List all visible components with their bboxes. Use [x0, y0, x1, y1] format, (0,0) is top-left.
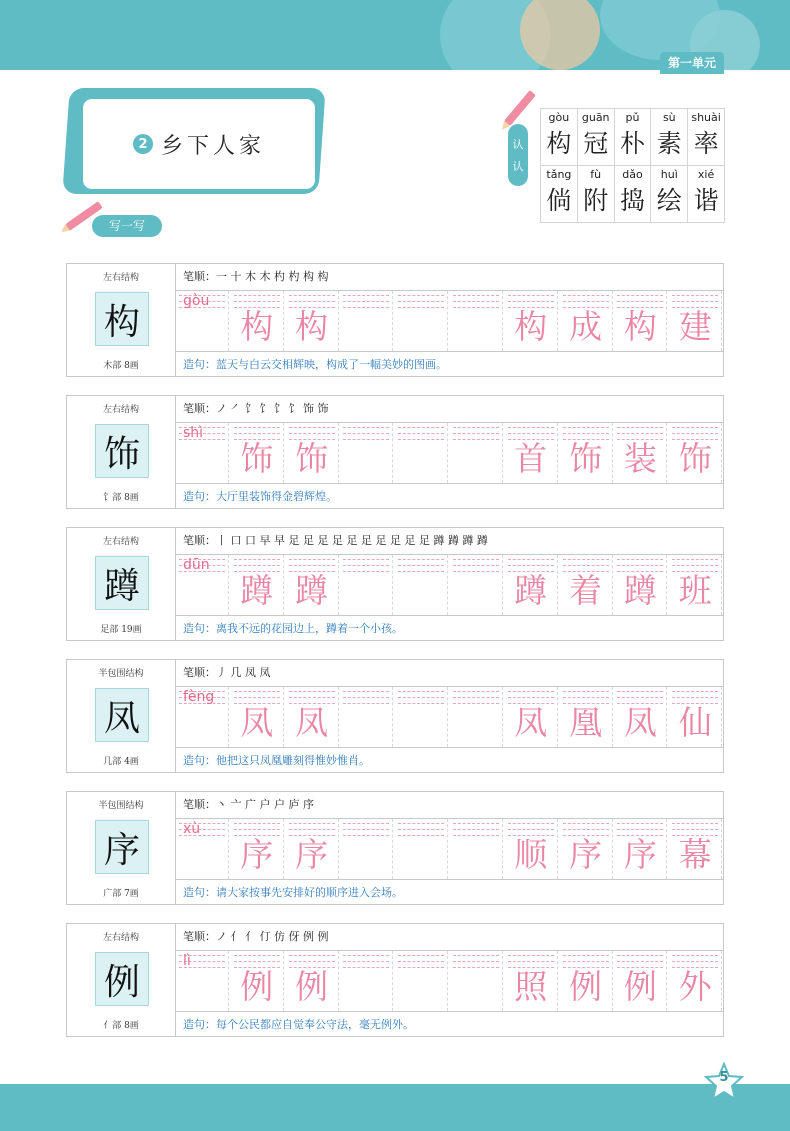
page-number: 5 — [719, 1070, 729, 1085]
trace-character: 仙 — [678, 703, 712, 742]
stroke-order: 笔顺：丨 口 口 早 早 足 足 足 足 足 足 足 足 足 足 蹲 蹲 蹲 蹲 — [183, 534, 488, 547]
writing-cell[interactable] — [449, 423, 503, 483]
example-sentence: 造句：请大家按事先安排好的顺序进入会场。 — [183, 886, 403, 899]
model-character: 序 — [95, 820, 149, 874]
pinyin-guide-lines — [394, 423, 448, 443]
structure-label: 左右结构 — [102, 933, 139, 943]
stroke-order: 笔顺：丿 几 凤 凤 — [183, 666, 271, 679]
recognize-pinyin: pǔ — [625, 111, 640, 124]
writing-grid — [175, 290, 723, 352]
recognize-char: 谐 — [693, 186, 719, 215]
recognize-char-cell — [650, 108, 688, 166]
practice-row — [66, 263, 724, 377]
writing-cell[interactable] — [339, 951, 393, 1011]
model-character: 蹲 — [95, 556, 149, 610]
stroke-order: 笔顺：ノ 亻 亻 仃 仿 伢 例 例 — [183, 930, 329, 943]
recognize-pinyin: tǎng — [546, 168, 572, 181]
pinyin-guide-lines — [339, 555, 393, 575]
writing-cell[interactable] — [394, 555, 448, 615]
structure-label: 半包围结构 — [98, 801, 144, 811]
pinyin-guide-lines — [449, 687, 503, 707]
writing-cell[interactable] — [394, 687, 448, 747]
trace-character: 成 — [569, 307, 603, 346]
char-info-cell — [67, 792, 176, 904]
radical-strokes-label: 木部 8画 — [103, 361, 139, 371]
trace-character: 例 — [623, 967, 657, 1006]
char-info-cell — [67, 924, 176, 1036]
structure-label: 半包围结构 — [98, 669, 144, 679]
writing-grid — [175, 554, 723, 616]
example-sentence: 造句：每个公民都应自觉奉公守法，毫无例外。 — [183, 1018, 414, 1031]
char-info-cell — [67, 264, 176, 376]
model-character: 例 — [95, 952, 149, 1006]
recognize-char-cell — [614, 165, 652, 223]
stroke-order: 笔顺：ノ ㇒ 饣 饣 饣 饣 饰 饰 — [183, 402, 329, 415]
recognize-pinyin: huì — [660, 168, 678, 181]
writing-cell[interactable] — [339, 819, 393, 879]
trace-character: 构 — [623, 307, 657, 346]
recognize-char: 绘 — [656, 186, 682, 215]
pinyin-guide-lines — [449, 423, 503, 443]
recognize-pinyin: fù — [590, 168, 602, 181]
trace-character: 蹲 — [295, 571, 329, 610]
recognize-char: 捣 — [619, 186, 645, 215]
trace-character: 蹲 — [240, 571, 274, 610]
pinyin-text: fèng — [183, 689, 215, 705]
recognize-label-char: 认 — [512, 138, 524, 151]
pinyin-guide-lines — [339, 951, 393, 971]
structure-label: 左右结构 — [102, 273, 139, 283]
trace-character: 序 — [569, 835, 603, 874]
recognize-pinyin: gòu — [548, 111, 570, 124]
trace-character: 幕 — [678, 835, 712, 874]
recognize-char-cell — [614, 108, 652, 166]
trace-character: 构 — [240, 307, 274, 346]
pinyin-guide-lines — [449, 555, 503, 575]
writing-cell[interactable] — [339, 423, 393, 483]
trace-character: 例 — [569, 967, 603, 1006]
recognize-char: 冠 — [583, 129, 609, 158]
pinyin-text: lì — [183, 953, 191, 969]
practice-row — [66, 395, 724, 509]
trace-character: 凤 — [623, 703, 657, 742]
trace-character: 饰 — [569, 439, 603, 478]
pinyin-guide-lines — [394, 819, 448, 839]
pinyin-guide-lines — [339, 819, 393, 839]
unit-tag: 第一单元 — [660, 52, 724, 74]
recognize-char-cell — [540, 165, 578, 223]
stroke-order: 笔顺：丶 亠 广 户 户 庐 序 — [183, 798, 314, 811]
pencil-icon — [504, 90, 536, 126]
trace-character: 外 — [678, 967, 712, 1006]
trace-character: 首 — [514, 439, 548, 478]
pinyin-text: xù — [183, 821, 201, 837]
practice-row — [66, 659, 724, 773]
practice-row — [66, 923, 724, 1037]
writing-cell[interactable] — [449, 687, 503, 747]
writing-grid — [175, 950, 723, 1012]
recognize-char-cell — [650, 165, 688, 223]
trace-character: 凤 — [240, 703, 274, 742]
trace-character: 凤 — [295, 703, 329, 742]
radical-strokes-label: 广部 7画 — [103, 889, 139, 899]
recognize-char-cell — [577, 165, 615, 223]
writing-cell[interactable] — [394, 423, 448, 483]
lesson-title: 乡下人家 — [160, 133, 265, 159]
char-info-cell — [67, 528, 176, 640]
pinyin-text: shì — [183, 425, 204, 441]
structure-label: 左右结构 — [102, 537, 139, 547]
trace-character: 饰 — [678, 439, 712, 478]
writing-grid — [175, 686, 723, 748]
writing-cell[interactable] — [394, 291, 448, 351]
trace-character: 饰 — [240, 439, 274, 478]
recognize-char: 构 — [546, 129, 572, 158]
trace-character: 凰 — [569, 703, 603, 742]
trace-character: 蹲 — [623, 571, 657, 610]
pinyin-text: gòu — [183, 293, 210, 309]
writing-cell[interactable] — [449, 951, 503, 1011]
trace-character: 蹲 — [514, 571, 548, 610]
char-info-cell — [67, 660, 176, 772]
lesson-number: 2 — [133, 134, 153, 154]
radical-strokes-label: 几部 4画 — [103, 757, 139, 767]
recognize-char: 素 — [656, 129, 682, 158]
stroke-order: 笔顺：一 十 木 木 杓 杓 构 构 — [183, 270, 329, 283]
example-sentence: 造句：他把这只凤凰雕刻得惟妙惟肖。 — [183, 754, 370, 767]
pinyin-text: dūn — [183, 557, 210, 573]
radical-strokes-label: 足部 19画 — [100, 625, 142, 635]
char-info-cell — [67, 396, 176, 508]
writing-cell[interactable] — [449, 819, 503, 879]
writing-cell[interactable] — [394, 819, 448, 879]
recognize-section-label — [508, 124, 528, 186]
recognize-label-char: 认 — [512, 160, 524, 173]
structure-label: 左右结构 — [102, 405, 139, 415]
lesson-title-card — [80, 96, 318, 192]
writing-cell[interactable] — [339, 291, 393, 351]
model-character: 构 — [95, 292, 149, 346]
trace-character: 序 — [240, 835, 274, 874]
practice-row — [66, 791, 724, 905]
pinyin-guide-lines — [394, 951, 448, 971]
model-character: 饰 — [95, 424, 149, 478]
trace-character: 序 — [623, 835, 657, 874]
recognize-char-grid — [540, 108, 724, 222]
recognize-pinyin: guān — [581, 111, 610, 124]
model-character: 凤 — [95, 688, 149, 742]
recognize-pinyin: sù — [662, 111, 676, 124]
pinyin-guide-lines — [339, 423, 393, 443]
recognize-char: 倘 — [546, 186, 572, 215]
trace-character: 序 — [295, 835, 329, 874]
recognize-char-cell — [577, 108, 615, 166]
write-section-label: 写一写 — [92, 215, 162, 237]
recognize-char-cell — [687, 108, 725, 166]
pinyin-guide-lines — [394, 555, 448, 575]
recognize-char-cell — [687, 165, 725, 223]
pinyin-guide-lines — [394, 291, 448, 311]
trace-character: 着 — [569, 571, 603, 610]
recognize-pinyin: dǎo — [622, 168, 643, 181]
trace-character: 凤 — [514, 703, 548, 742]
writing-cell[interactable] — [449, 291, 503, 351]
pinyin-guide-lines — [339, 291, 393, 311]
bottom-banner — [0, 1084, 790, 1131]
writing-cell[interactable] — [339, 555, 393, 615]
recognize-char-cell — [540, 108, 578, 166]
recognize-char: 朴 — [619, 129, 645, 158]
writing-grid — [175, 422, 723, 484]
trace-character: 顺 — [514, 835, 548, 874]
radical-strokes-label: 饣部 8画 — [103, 493, 139, 503]
trace-character: 例 — [240, 967, 274, 1006]
trace-character: 构 — [514, 307, 548, 346]
pinyin-guide-lines — [449, 951, 503, 971]
trace-character: 装 — [623, 439, 657, 478]
example-sentence: 造句：离我不远的花园边上，蹲着一个小孩。 — [183, 622, 403, 635]
practice-row — [66, 527, 724, 641]
radical-strokes-label: 亻部 8画 — [103, 1021, 139, 1031]
pinyin-guide-lines — [449, 819, 503, 839]
trace-character: 构 — [295, 307, 329, 346]
pinyin-guide-lines — [394, 687, 448, 707]
pinyin-guide-lines — [449, 291, 503, 311]
recognize-pinyin: xié — [697, 168, 715, 181]
recognize-pinyin: shuài — [691, 111, 721, 124]
trace-character: 建 — [678, 307, 712, 346]
writing-grid — [175, 818, 723, 880]
trace-character: 照 — [514, 967, 548, 1006]
trace-character: 饰 — [295, 439, 329, 478]
trace-character: 班 — [678, 571, 712, 610]
recognize-char: 附 — [583, 186, 609, 215]
writing-cell[interactable] — [339, 687, 393, 747]
pinyin-guide-lines — [339, 687, 393, 707]
example-sentence: 造句：蓝天与白云交相辉映，构成了一幅美妙的图画。 — [183, 358, 447, 371]
trace-character: 例 — [295, 967, 329, 1006]
example-sentence: 造句：大厅里装饰得金碧辉煌。 — [183, 490, 337, 503]
recognize-char: 率 — [693, 129, 719, 158]
writing-cell[interactable] — [394, 951, 448, 1011]
writing-cell[interactable] — [449, 555, 503, 615]
